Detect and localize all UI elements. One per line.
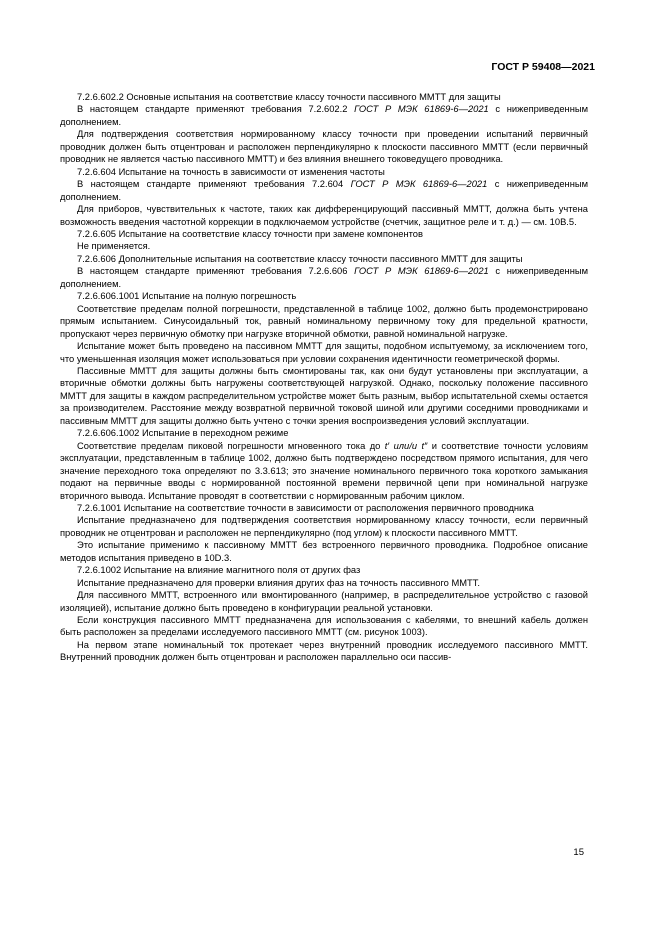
section-heading: 7.2.6.602.2 Основные испытания на соответствие классу точности пассивного ММТТ для защиты bbox=[77, 92, 501, 102]
standard-reference: ГОСТ Р МЭК 61869-6—2021 bbox=[350, 179, 488, 190]
paragraph: В настоящем стандарте применяют требования 7.2.6.606 ГОСТ Р МЭК 61869-6—2021 с нижеприведенным дополнением. bbox=[60, 266, 589, 289]
paragraph: На первом этапе номинальный ток протекает через внутренний проводник исследуемого пассивного ММТТ. Внутренний проводник должен быть отцентрован и расположен параллельно оси пассив- bbox=[60, 639, 588, 663]
section-heading: 7.2.6.606 Дополнительные испытания на соответствие классу точности пассивного ММТТ для защиты bbox=[77, 253, 523, 264]
paragraph: Если конструкция пассивного ММТТ предназначена для использования с кабелями, то внешний кабель должен быть расположен за пределами исследуемого пассивного ММТТ (см. рисунок 1003). bbox=[60, 615, 588, 638]
paragraph: Пассивные ММТТ для защиты должны быть смонтированы так, как они будут установлены при эксплуатации, а вторичные обмотки должны быть нагружены соответствующей нагрузкой. Однако, поскольку положение пассивного ММТТ для защиты в каждом распределительном устройстве может быть разным, выбор испытательной схемы остается за производителем. Расстояние между возвратной первичной токовой шиной или другими соседними проводниками и пассивным ММТТ для защиты должно быть учтено с точки зрения воспроизведения условий эксплуатации. bbox=[60, 365, 588, 426]
paragraph: Это испытание применимо к пассивному ММТТ без встроенного первичного проводника. Подробное описание методов испытания приведено в 10D.3. bbox=[60, 540, 588, 563]
section-heading: 7.2.6.604 Испытание на точность в зависимости от изменения частоты bbox=[77, 166, 385, 177]
document-body bbox=[60, 91, 588, 664]
section-heading: 7.2.6.1002 Испытание на влияние магнитного поля от других фаз bbox=[77, 565, 361, 576]
standard-reference: ГОСТ Р МЭК 61869-6—2021 bbox=[354, 104, 489, 115]
paragraph: Испытание предназначено для проверки влияния других фаз на точность пассивного ММТТ. bbox=[77, 577, 480, 588]
page-number: 15 bbox=[573, 847, 584, 858]
paragraph: Для приборов, чувствительных к частоте, таких как дифференцирующий пассивный ММТТ, должна быть учтена возможность введения частотной коррекции в подключаемом устройстве (счетчик, защитное реле и т. д.) — см. 10В.5. bbox=[60, 204, 588, 227]
paragraph: Для пассивного ММТТ, встроенного или вмонтированного (например, в распределительное устройство с газовой изоляцией), испытание должно быть проведено в конфигурации реальной установки. bbox=[60, 590, 588, 613]
paragraph: Испытание предназначено для подтверждения соответствия нормированному классу точности, если первичный проводник не отцентрован и расположен не перпендикулярно (под углом) к плоскости пассивного ММТТ. bbox=[60, 515, 588, 538]
section-heading: 7.2.6.606.1001 Испытание на полную погрешность bbox=[77, 291, 297, 302]
paragraph: Соответствие пределам полной погрешности, представленной в таблице 1002, должно быть продемонстрировано прямым испытанием. Синусоидальный ток, равный номинальному первичному току для предельной кратности, пропускают через первичную обмотку при нагрузке вторичной обмотки, равной номинальной нагрузке. bbox=[60, 303, 588, 339]
standard-reference: ГОСТ Р МЭК 61869-6—2021 bbox=[354, 266, 489, 277]
paragraph: В настоящем стандарте применяют требования 7.2.604 ГОСТ Р МЭК 61869-6—2021 с нижеприведенным дополнением. bbox=[60, 179, 588, 202]
section-heading: 7.2.6.605 Испытание на соответствие классу точности при замене компонентов bbox=[77, 228, 423, 239]
section-heading: 7.2.6.1001 Испытание на соответствие точности в зависимости от расположения первичного проводника bbox=[77, 502, 534, 513]
paragraph: Не применяется. bbox=[77, 241, 151, 252]
paragraph: В настоящем стандарте применяют требования 7.2.602.2 ГОСТ Р МЭК 61869-6—2021 с нижеприведенным дополнением. bbox=[60, 104, 589, 127]
time-variable: t′ или/и t″ bbox=[384, 440, 428, 451]
section-heading: 7.2.6.606.1002 Испытание в переходном режиме bbox=[77, 428, 289, 439]
paragraph: Соответствие пределам пиковой погрешности мгновенного тока до t′ или/и t″ и соответствие точности условиям эксплуатации, представленным в таблице 1002, должно быть подтверждено посредством прямого испытания, для чего значение переходного тока определяют по 3.3.613; это значение номинального первичного тока короткого замыкания подают на первичные вводы с нормированной постоянной времени первичной цепи при номинальной нагрузке вторичного вывода. Испытание проводят в соответствии с нормированным рабочим циклом. bbox=[60, 440, 588, 501]
document-code: ГОСТ Р 59408—2021 bbox=[491, 61, 595, 73]
paragraph: Испытание может быть проведено на пассивном ММТТ для защиты, подобном испытуемому, за исключением того, что уменьшенная изоляция может использоваться при условии сохранения идентичности геометрической формы. bbox=[60, 341, 588, 364]
paragraph: Для подтверждения соответствия нормированному классу точности при проведении испытаний первичный проводник должен быть отцентрован и расположен перпендикулярно к плоскости пассивного ММТТ (если первичный проводник не является частью пассивного ММТТ) и без влияния внешнего токоведущего проводника. bbox=[60, 129, 588, 165]
